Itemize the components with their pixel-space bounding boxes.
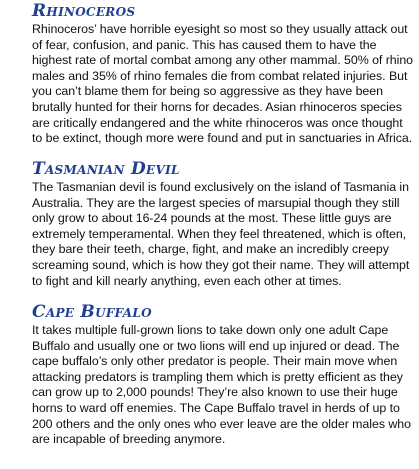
section-heading-tasmanian-devil: Tasmanian Devil	[32, 159, 180, 179]
section-heading-rhinoceros: Rhinoceros	[32, 1, 136, 21]
section-cape-buffalo	[32, 302, 415, 448]
section-paragraph-cape-buffalo: It takes multiple full-grown lions to take down only one adult Cape Buffalo and usually one or two lions will end up injured or dead. The cape buffalo’s only other predator is people. Their main move when attacking predators is trampling them which is pretty efficient as they can grow up to 2,000 pounds! They’re also known to use their huge horns to ward off enemies. The Cape Buffalo travel in herds of up to 200 others and the only ones who ever leave are the older males who are incapable of breeding anymore.	[32, 323, 411, 447]
section-tasmanian-devil	[32, 159, 415, 289]
section-paragraph-rhinoceros: Rhinoceros’ have horrible eyesight so most so they usually attack out of fear, confusion, and panic. This has caused them to have the highest rate of mortal combat among any other mammal. 50% of rhino males and 35% of rhino females die from combat related injuries. But you can’t blame them for being so aggressive as they have been brutally hunted for their horns for decades. Asian rhinoceros species are critically endangered and the white rhinoceros was once thought to be extinct, though more were found and put in sanctuaries in Africa.	[32, 22, 413, 146]
section-heading-cape-buffalo: Cape Buffalo	[32, 302, 152, 322]
section-rhinoceros	[32, 1, 415, 147]
section-paragraph-tasmanian-devil: The Tasmanian devil is found exclusively on the island of Tasmania in Australia. They are the largest species of marsupial though they still only grow to about 16-24 pounds at the most. These little guys are extremely temperamental. When they feel threatened, which is often, they bare their teeth, charge, fight, and make an incredibly creepy screaming sound, which is how they got their name. They will attempt to fight and kill nearly anything, even each other at times.	[32, 180, 410, 288]
